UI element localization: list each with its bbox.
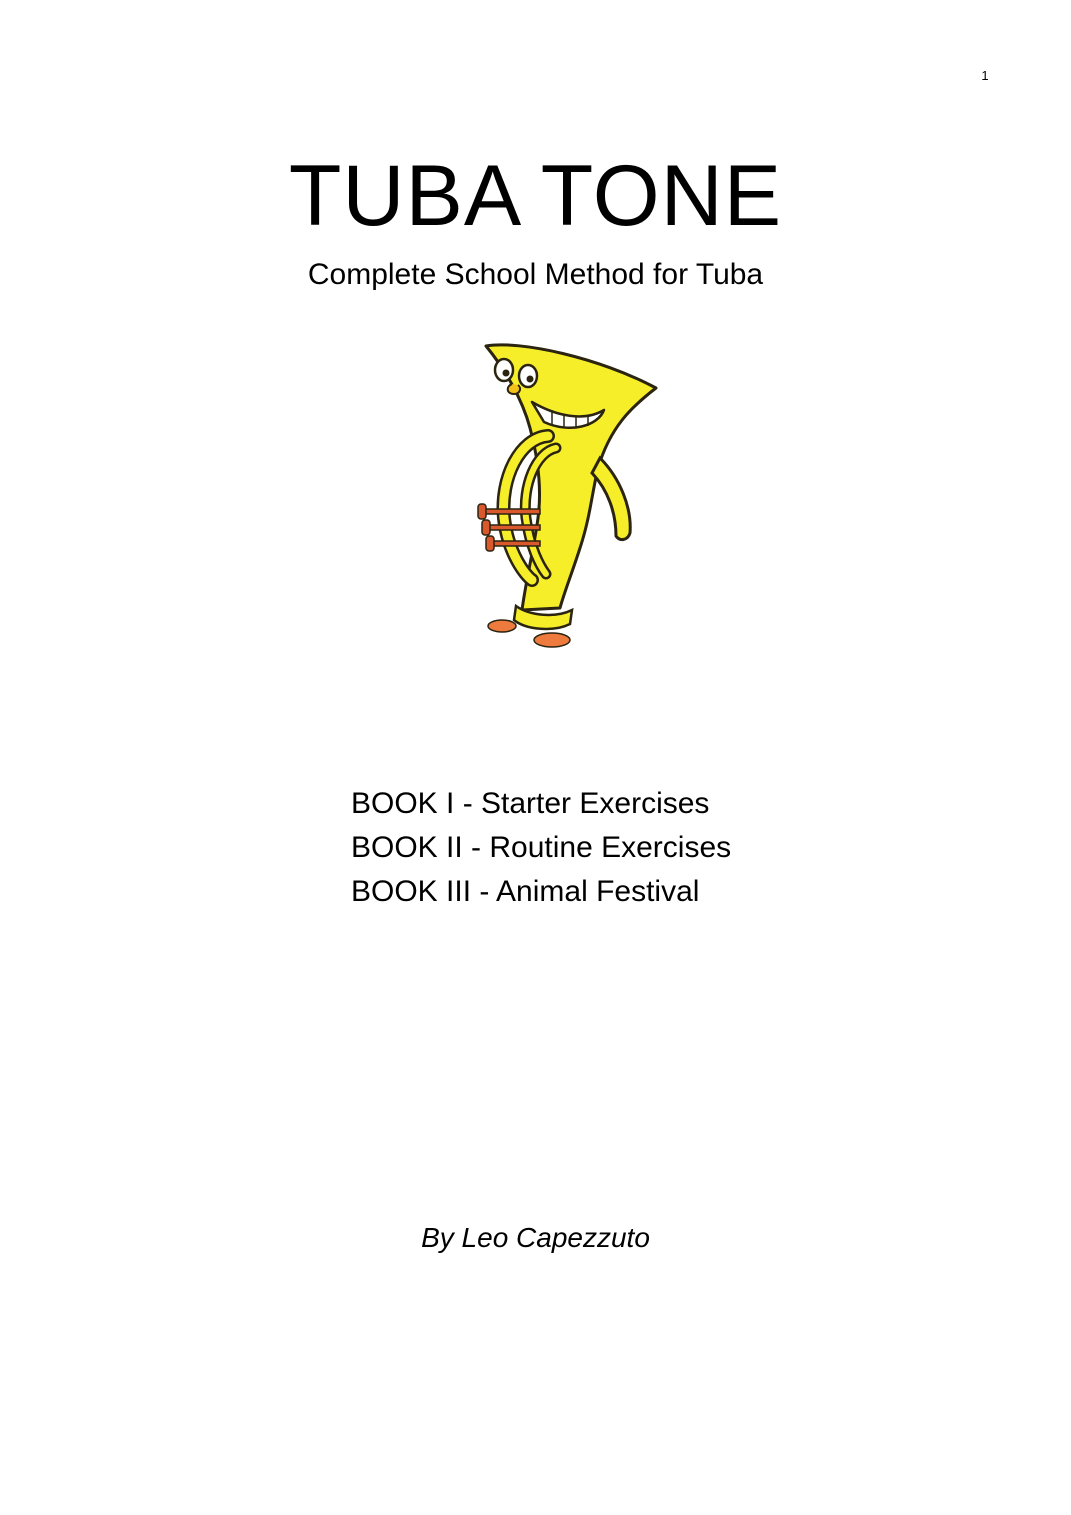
book-title: TUBA TONE [288,148,783,244]
book-list-item: BOOK III - Animal Festival [351,875,700,908]
tuba-arm [592,458,630,540]
tuba-mascot-illustration [460,318,670,650]
right-foot [534,633,570,647]
author-credit: By Leo Capezzuto [421,1222,650,1253]
book-list-item: BOOK II - Routine Exercises [351,831,732,864]
book-list [351,782,731,914]
left-foot [488,620,516,632]
page-number: 1 [981,68,989,83]
tuba-valves [478,504,540,551]
nose [508,384,520,394]
book-subtitle: Complete School Method for Tuba [307,258,764,291]
book-list-item: BOOK I - Starter Exercises [351,787,710,820]
right-eye [519,365,537,387]
left-eye [495,359,513,381]
